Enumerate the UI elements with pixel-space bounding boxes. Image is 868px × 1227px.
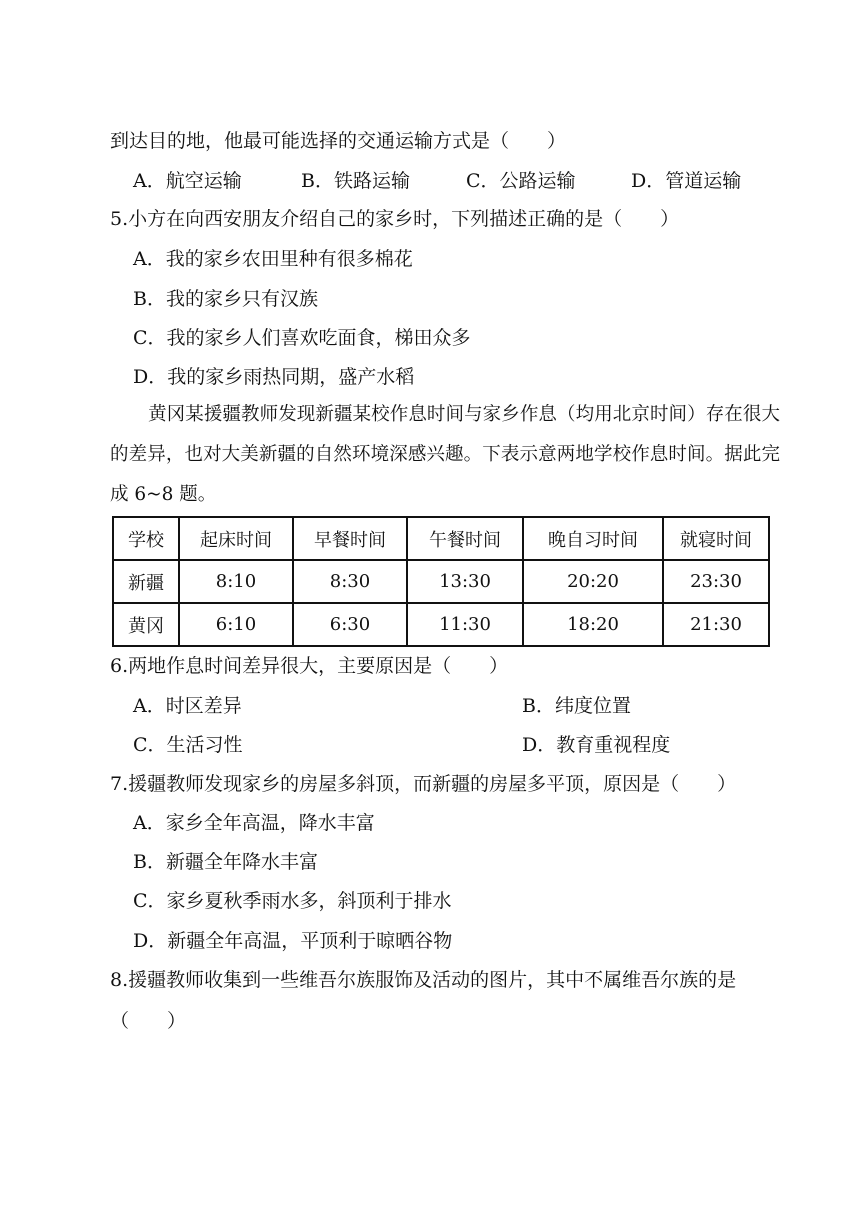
option-text: 时区差异 (165, 695, 242, 717)
q5-option-c (133, 325, 471, 351)
q6-option-b (522, 693, 631, 719)
table-cell: 8:30 (293, 560, 407, 603)
option-letter: A． (133, 812, 166, 834)
q6-option-c (133, 732, 243, 758)
table-cell: 13:30 (407, 560, 523, 603)
option-letter: B． (133, 288, 166, 310)
option-text: 生活习性 (166, 734, 243, 756)
q8-stem: 8.援疆教师收集到一些维吾尔族服饰及活动的图片，其中不属维吾尔族的是 (110, 969, 737, 991)
option-text: 公路运输 (499, 170, 576, 192)
q6-option-a (133, 693, 242, 719)
option-letter: D． (522, 734, 557, 756)
table-cell: 8:10 (179, 560, 293, 603)
table-header-cell: 早餐时间 (293, 517, 407, 560)
q5-option-a (133, 246, 413, 272)
option-text: 家乡夏秋季雨水多，斜顶利于排水 (166, 890, 452, 912)
table-header-cell: 起床时间 (179, 517, 293, 560)
q4-option-c (466, 168, 576, 194)
option-text: 我的家乡农田里种有很多棉花 (165, 248, 413, 270)
q7-option-a (133, 810, 375, 836)
q5-option-b (133, 286, 318, 312)
option-text: 我的家乡人们喜欢吃面食，梯田众多 (166, 327, 471, 349)
table-header-cell: 学校 (113, 517, 179, 560)
option-text: 铁路运输 (333, 170, 410, 192)
option-text: 管道运输 (665, 170, 742, 192)
option-letter: C． (133, 327, 167, 349)
option-letter: D． (133, 366, 168, 388)
table-header-cell: 午餐时间 (407, 517, 523, 560)
q7-option-b (133, 849, 318, 875)
option-text: 我的家乡雨热同期，盛产水稻 (167, 366, 415, 388)
option-letter: A． (133, 248, 166, 270)
table-cell: 18:20 (523, 603, 663, 646)
table-cell: 21:30 (663, 603, 769, 646)
table-cell: 20:20 (523, 560, 663, 603)
option-text: 航空运输 (165, 170, 242, 192)
table-cell: 黄冈 (113, 603, 179, 646)
table-header-cell: 晚自习时间 (523, 517, 663, 560)
q8-answer-paren: （ ） (110, 1010, 187, 1032)
q6-option-d (522, 732, 670, 758)
q4-option-a (133, 168, 242, 194)
table-row (113, 560, 769, 603)
q4-option-b (301, 168, 410, 194)
option-letter: A． (133, 695, 166, 717)
table-cell: 11:30 (407, 603, 523, 646)
option-text: 纬度位置 (554, 695, 631, 717)
table-header-row (113, 517, 769, 560)
option-text: 家乡全年高温，降水丰富 (165, 812, 375, 834)
table-cell: 6:10 (179, 603, 293, 646)
q6-stem: 6.两地作息时间差异很大，主要原因是（ ） (110, 655, 509, 677)
table-cell: 23:30 (663, 560, 769, 603)
q7-option-d (133, 928, 452, 954)
q7-stem: 7.援疆教师发现家乡的房屋多斜顶，而新疆的房屋多平顶，原因是（ ） (110, 773, 737, 795)
table-cell: 新疆 (113, 560, 179, 603)
option-text: 我的家乡只有汉族 (165, 288, 318, 310)
material-paragraph (110, 395, 780, 515)
option-letter: A． (133, 170, 166, 192)
option-letter: D． (133, 930, 168, 952)
option-letter: C． (133, 890, 167, 912)
option-text: 新疆全年高温，平顶利于晾晒谷物 (167, 930, 453, 952)
q5-option-d (133, 364, 414, 390)
q5-stem: 5.小方在向西安朋友介绍自己的家乡时，下列描述正确的是（ ） (110, 208, 680, 230)
option-letter: B． (522, 695, 555, 717)
option-letter: C． (466, 170, 500, 192)
table-row (113, 603, 769, 646)
material-text: 黄冈某援疆教师发现新疆某校作息时间与家乡作息（均用北京时间）存在很大的差异，也对大美新疆的自然环境深感兴趣。下表示意两地学校作息时间。据此完成 6~8 题。 (110, 404, 780, 505)
table-cell: 6:30 (293, 603, 407, 646)
option-text: 新疆全年降水丰富 (165, 851, 318, 873)
option-letter: B． (301, 170, 334, 192)
table-header-cell: 就寝时间 (663, 517, 769, 560)
option-letter: B． (133, 851, 166, 873)
schedule-table (112, 516, 770, 647)
q7-option-c (133, 888, 452, 914)
option-text: 教育重视程度 (556, 734, 671, 756)
q4-stem: 到达目的地，他最可能选择的交通运输方式是（ ） (110, 130, 567, 152)
option-letter: D． (631, 170, 666, 192)
option-letter: C． (133, 734, 167, 756)
q4-option-d (631, 168, 741, 194)
